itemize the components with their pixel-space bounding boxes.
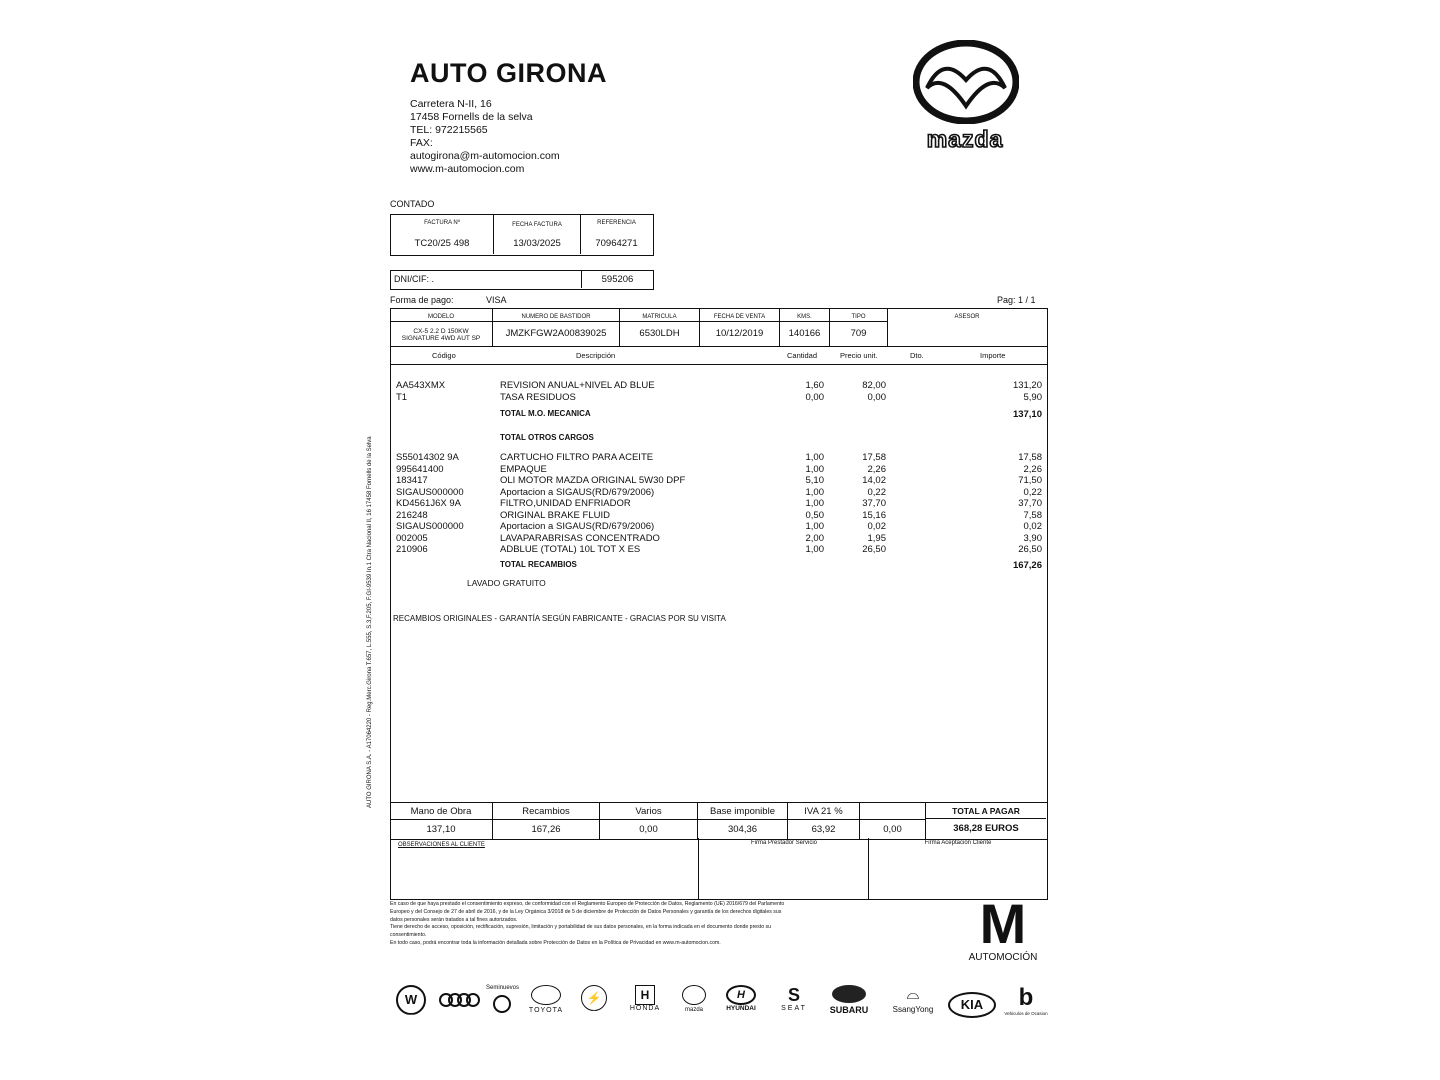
vin-label: NUMERO DE BASTIDOR bbox=[493, 314, 619, 322]
opel-icon: ⚡ bbox=[581, 985, 607, 1011]
line-amount: 0,02 bbox=[1023, 521, 1042, 532]
line-code: 210906 bbox=[396, 544, 428, 555]
brand-label: Seminuevos bbox=[486, 985, 520, 991]
plate-label: MATRICULA bbox=[620, 314, 699, 322]
line-qty: 1,60 bbox=[805, 380, 824, 391]
dni-value: 595206 bbox=[601, 274, 634, 285]
brand-label: Opel bbox=[592, 1011, 596, 1012]
col-unit-price: Precio unit. bbox=[840, 351, 878, 360]
total-parts-label: TOTAL RECAMBIOS bbox=[500, 560, 577, 569]
brand-label: Audi bbox=[457, 1009, 460, 1010]
mazda-small-logo bbox=[676, 985, 712, 1013]
privacy-line: consentimiento. bbox=[390, 932, 427, 939]
vw-icon: W bbox=[396, 985, 426, 1015]
invoice-date: 13/03/2025 bbox=[513, 238, 561, 249]
plate: 6530LDH bbox=[639, 328, 680, 339]
line-code: 183417 bbox=[396, 475, 428, 486]
brand-label: Volkswagen bbox=[408, 1015, 414, 1016]
col-amount: Importe bbox=[980, 351, 1006, 360]
line-qty: 0,00 bbox=[805, 392, 824, 403]
misc-label: Varios bbox=[600, 806, 697, 820]
line-amount: 0,22 bbox=[1023, 486, 1042, 498]
line-amount: 2,26 bbox=[1023, 463, 1042, 475]
line-amount: 17,58 bbox=[1018, 452, 1042, 463]
m-automocion-logo: M bbox=[979, 892, 1027, 955]
brand-label: mazda bbox=[684, 1007, 703, 1013]
brand-label: Vehiculos de Ocasion bbox=[1004, 1011, 1048, 1016]
line-amount: 26,50 bbox=[1018, 544, 1042, 555]
privacy-line: En todo caso, podrá encontrar toda la información detallada sobre Protección de Datos en la Política de Privacidad en www.m-automocion.com. bbox=[390, 939, 721, 946]
thank-you-note: RECAMBIOS ORIGINALES - GARANTÍA SEGÚN FABRICANTE - GRACIAS POR SU VISITA bbox=[393, 614, 726, 623]
misc-total: 0,00 bbox=[639, 824, 658, 835]
reference: 70964271 bbox=[595, 238, 638, 249]
payment-method-label: Forma de pago: bbox=[390, 295, 454, 305]
line-price: 17,58 bbox=[862, 452, 886, 463]
ocasion-logo bbox=[1004, 985, 1048, 1016]
payment-method: VISA bbox=[486, 295, 507, 305]
audi-logo bbox=[434, 985, 484, 1010]
toyota-logo bbox=[524, 985, 568, 1014]
seat-logo bbox=[772, 985, 816, 1012]
ssangyong-logo bbox=[882, 985, 944, 1014]
line-price: 0,22 bbox=[867, 486, 886, 498]
extra-value: 0,00 bbox=[883, 824, 902, 835]
privacy-notice bbox=[390, 901, 956, 948]
divider bbox=[868, 838, 869, 900]
brand-label: SsangYong bbox=[892, 1005, 934, 1014]
sale-date: 10/12/2019 bbox=[715, 328, 764, 339]
client-signature-label: Firma Aceptación Cliente bbox=[924, 840, 992, 846]
address-line: autogirona@m-automocion.com bbox=[410, 150, 560, 162]
seat-icon: S bbox=[787, 985, 800, 1005]
reference-label: REFERENCIA bbox=[597, 220, 636, 226]
kms: 140166 bbox=[788, 328, 821, 339]
invoice-date-label: FECHA FACTURA bbox=[512, 222, 562, 228]
line-price: 26,50 bbox=[862, 544, 886, 555]
sale-date-label: FECHA DE VENTA bbox=[700, 314, 779, 322]
vat-amount: 63,92 bbox=[811, 824, 836, 835]
company-address bbox=[410, 98, 560, 176]
line-code: AA543XMX bbox=[396, 380, 446, 391]
toyota-icon bbox=[531, 985, 561, 1005]
line-desc: OLI MOTOR MAZDA ORIGINAL 5W30 DPF bbox=[500, 475, 686, 486]
extra-label bbox=[860, 806, 925, 820]
line-code: SIGAUS000000 bbox=[396, 486, 464, 498]
invoice-number-label: FACTURA Nº bbox=[424, 220, 460, 226]
brand-label: HYUNDAI bbox=[726, 1005, 756, 1012]
line-price: 2,26 bbox=[867, 463, 886, 475]
line-qty: 1,00 bbox=[805, 463, 824, 475]
line-code: 995641400 bbox=[396, 463, 444, 475]
line-price: 0,00 bbox=[867, 392, 886, 403]
free-wash: LAVADO GRATUITO bbox=[467, 578, 546, 588]
address-line: Carretera N-II, 16 bbox=[410, 98, 492, 110]
line-qty: 1,00 bbox=[805, 544, 824, 555]
labour-total-label: Mano de Obra bbox=[390, 806, 492, 820]
m-automocion-text: AUTOMOCIÓN bbox=[968, 952, 1038, 963]
invoice-header-box bbox=[390, 214, 654, 256]
brand-label: KIA bbox=[948, 992, 996, 1018]
address-line: FAX: bbox=[410, 137, 433, 149]
opel-logo bbox=[576, 985, 612, 1012]
brand-label: SEAT bbox=[781, 1005, 807, 1012]
honda-logo bbox=[620, 985, 670, 1012]
subaru-logo bbox=[822, 985, 876, 1015]
col-discount: Dto. bbox=[910, 351, 924, 360]
line-desc: ORIGINAL BRAKE FLUID bbox=[500, 509, 610, 521]
type-label: TIPO bbox=[830, 314, 887, 322]
vin: JMZKFGW2A00839025 bbox=[505, 328, 607, 339]
line-price: 0,02 bbox=[867, 521, 886, 532]
line-desc: CARTUCHO FILTRO PARA ACEITE bbox=[500, 452, 654, 463]
customer-observations: OBSERVACIONES AL CLIENTE bbox=[398, 842, 485, 848]
seminuevos-icon bbox=[493, 995, 511, 1013]
service-signature-label: Firma Prestador Servicio bbox=[750, 840, 818, 846]
parts-total: 167,26 bbox=[531, 824, 561, 835]
brand-label: SUBARU bbox=[829, 1005, 869, 1015]
company-name: AUTO GIRONA bbox=[410, 58, 608, 88]
other-charges-label: TOTAL OTROS CARGOS bbox=[500, 433, 594, 442]
mazda-small-icon bbox=[682, 985, 706, 1005]
line-price: 37,70 bbox=[862, 498, 886, 509]
total-to-pay: 368,28 EUROS bbox=[953, 823, 1019, 834]
vehicle-row bbox=[390, 308, 1048, 347]
totals-row bbox=[390, 802, 1048, 840]
kms-label: KMS. bbox=[780, 314, 829, 322]
address-line: www.m-automocion.com bbox=[410, 163, 525, 175]
line-code: SIGAUS000000 bbox=[396, 521, 464, 532]
line-qty: 1,00 bbox=[805, 452, 824, 463]
line-amount: 7,58 bbox=[1023, 509, 1042, 521]
line-price: 14,02 bbox=[862, 475, 886, 486]
line-qty: 1,00 bbox=[805, 486, 824, 498]
privacy-line: Europeo y del Consejo de 27 de abril de 2016, y de la Ley Orgánica 3/2018 de 5 de diciembre de Protección de Datos Personales y garantía de los derechos digitales sus bbox=[390, 908, 782, 915]
col-description: Descripción bbox=[576, 351, 616, 360]
line-desc: REVISION ANUAL+NIVEL AD BLUE bbox=[500, 380, 655, 391]
col-code: Código bbox=[432, 351, 456, 360]
total-parts-value: 167,26 bbox=[1012, 560, 1042, 571]
ocasion-icon: b bbox=[1018, 984, 1034, 1011]
parts-total-label: Recambios bbox=[493, 806, 599, 820]
model-label: MODELO bbox=[390, 314, 492, 322]
line-price: 1,95 bbox=[867, 532, 886, 544]
line-code: KD4561J6X 9A bbox=[396, 498, 461, 509]
audi-rings-icon bbox=[439, 993, 480, 1009]
hyundai-logo bbox=[718, 985, 764, 1012]
col-quantity: Cantidad bbox=[787, 351, 818, 360]
total-labour-label: TOTAL M.O. MECANICA bbox=[500, 409, 591, 418]
line-desc: Aportacion a SIGAUS(RD/679/2006) bbox=[500, 521, 655, 532]
line-amount: 3,90 bbox=[1023, 532, 1042, 544]
labour-total: 137,10 bbox=[426, 824, 456, 835]
line-code: S55014302 9A bbox=[396, 452, 459, 463]
line-qty: 1,00 bbox=[805, 498, 824, 509]
page-number: Pag: 1 / 1 bbox=[997, 295, 1036, 305]
ssangyong-icon: ⌓ bbox=[906, 986, 920, 1003]
line-qty: 0,50 bbox=[805, 509, 824, 521]
total-to-pay-label: TOTAL A PAGAR bbox=[926, 806, 1046, 819]
taxable-base-label: Base imponible bbox=[698, 806, 787, 820]
advisor-label: ASESOR bbox=[954, 314, 980, 320]
dni-box bbox=[390, 270, 654, 290]
volkswagen-logo bbox=[394, 985, 428, 1016]
line-desc: FILTRO,UNIDAD ENFRIADOR bbox=[500, 498, 631, 509]
model-line: CX-5 2.2 D 150KW bbox=[413, 328, 469, 335]
vat-label: IVA 21 % bbox=[788, 806, 859, 820]
line-amount: 5,90 bbox=[1023, 392, 1042, 403]
line-code: T1 bbox=[396, 392, 408, 403]
taxable-base: 304,36 bbox=[727, 824, 758, 835]
model-line: SIGNATURE 4WD AUT SP bbox=[401, 335, 481, 342]
subaru-icon bbox=[832, 985, 866, 1003]
hyundai-icon: H bbox=[726, 985, 756, 1005]
line-desc: ADBLUE (TOTAL) 10L TOT X ES bbox=[500, 544, 641, 555]
line-price: 82,00 bbox=[862, 380, 886, 391]
privacy-line: En caso de que haya prestado el consentimiento expreso, de conformidad con el Reglamento Europeo de Protección de Datos, Reglamento (UE) 2016/679 del Parlamento bbox=[390, 901, 785, 907]
brand-label: HONDA bbox=[629, 1005, 661, 1012]
type: 709 bbox=[850, 328, 867, 339]
payment-type: CONTADO bbox=[390, 199, 435, 209]
invoice-number: TC20/25 498 bbox=[414, 238, 470, 249]
line-desc: TASA RESIDUOS bbox=[500, 392, 576, 403]
columns-header bbox=[390, 346, 1048, 365]
divider bbox=[698, 838, 699, 900]
honda-icon: H bbox=[635, 985, 655, 1005]
line-desc: LAVAPARABRISAS CONCENTRADO bbox=[500, 532, 660, 544]
address-line: TEL: 972215565 bbox=[410, 124, 488, 136]
kia-logo bbox=[946, 992, 998, 1018]
brand-label: TOYOTA bbox=[528, 1007, 564, 1014]
line-code: 002005 bbox=[396, 532, 428, 544]
mazda-emblem-icon bbox=[913, 40, 1019, 124]
privacy-line: Tiene derecho de acceso, oposición, rectificación, supresión, limitación y portabilidad de sus datos personales, en la forma indicada en el documento donde presto su bbox=[390, 924, 772, 931]
line-code: 216248 bbox=[396, 509, 428, 521]
line-qty: 5,10 bbox=[805, 475, 824, 486]
line-price: 15,16 bbox=[862, 509, 886, 521]
line-desc: EMPAQUE bbox=[500, 463, 547, 475]
seminuevos-logo bbox=[486, 985, 518, 1015]
company-registry-text: AUTO GIRONA S.A. - A17064220 - Reg.Merc.Girona T.657, L.555, S.3,F.205, F.GI-9539 In.1 Ctra Nacional II, 16 17458 Fornells de la Selva bbox=[367, 436, 373, 808]
line-qty: 2,00 bbox=[805, 532, 824, 544]
line-amount: 71,50 bbox=[1018, 475, 1042, 486]
total-labour-value: 137,10 bbox=[1012, 409, 1042, 420]
privacy-line: datos personales serán tratados a tal fines autorizados. bbox=[390, 916, 518, 923]
mazda-wordmark: mazda bbox=[926, 126, 1004, 152]
line-amount: 37,70 bbox=[1018, 498, 1042, 509]
line-qty: 1,00 bbox=[805, 521, 824, 532]
line-desc: Aportacion a SIGAUS(RD/679/2006) bbox=[500, 486, 655, 498]
dni-label: DNI/CIF: . bbox=[394, 274, 434, 284]
address-line: 17458 Fornells de la selva bbox=[410, 111, 533, 123]
line-amount: 131,20 bbox=[1012, 380, 1042, 391]
